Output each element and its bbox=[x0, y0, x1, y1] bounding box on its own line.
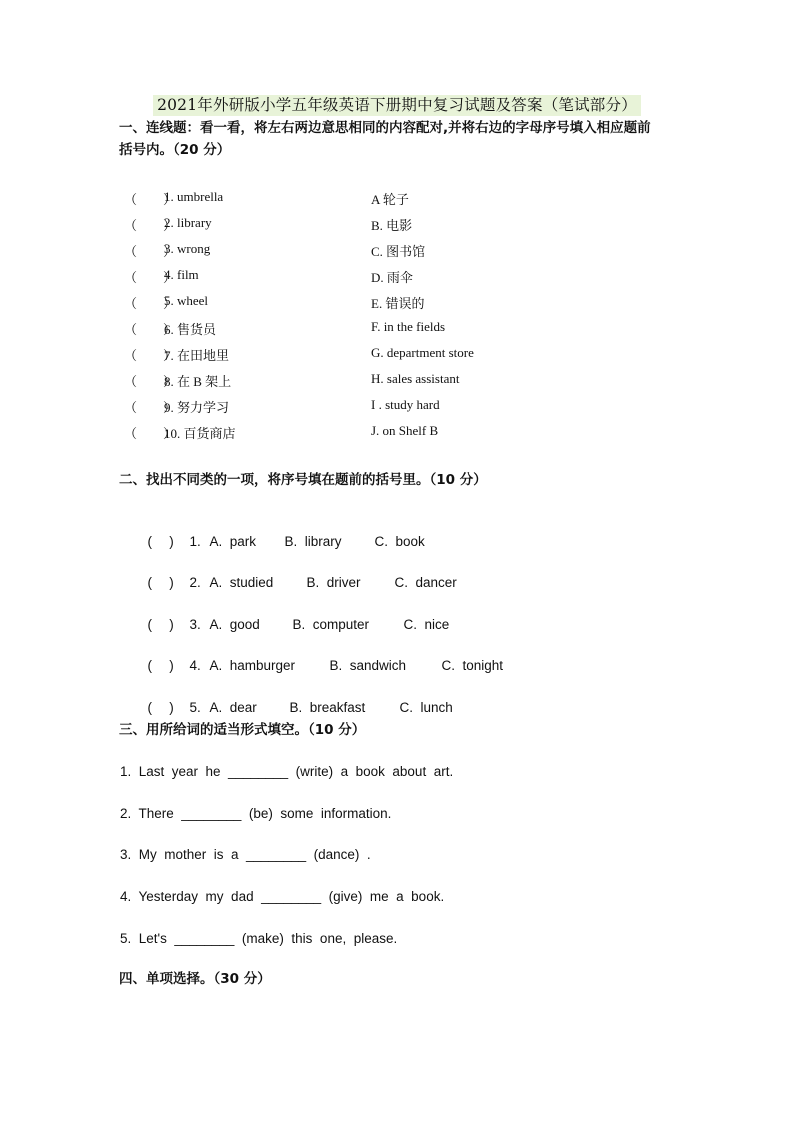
match-row: （ ） 1. umbrella A 轮子 bbox=[124, 189, 409, 207]
match-row: （ ） 8. 在 B 架上 H. sales assistant bbox=[124, 371, 460, 389]
match-row: （ ） 10. 百货商店 J. on Shelf B bbox=[124, 423, 439, 441]
section3-heading: 三、用所给词的适当形式填空。（10 分） bbox=[119, 722, 366, 738]
section4-heading: 四、单项选择。（30 分） bbox=[119, 971, 271, 987]
match-row: （ ） 9. 努力学习 I . study hard bbox=[124, 397, 440, 415]
match-row: （ ） 5. wheel E. 错误的 bbox=[124, 293, 425, 311]
fill-blank-row: 4. Yesterday my dad ________ (give) me a book. bbox=[120, 889, 445, 904]
choice-row: ( ) 3. A. good B. computer C. nice bbox=[147, 617, 450, 632]
choice-row: ( ) 2. A. studied B. driver C. dancer bbox=[147, 575, 457, 590]
match-row: （ ） 4. film D. 雨伞 bbox=[124, 267, 413, 285]
choice-row: ( ) 5. A. dear B. breakfast C. lunch bbox=[147, 700, 453, 715]
section2-heading: 二、找出不同类的一项，将序号填在题前的括号里。（10 分） bbox=[119, 472, 487, 488]
document-title: 2021年外研版小学五年级英语下册期中复习试题及答案（笔试部分） bbox=[0, 93, 794, 115]
match-row: （ ） 2. library B. 电影 bbox=[124, 215, 413, 233]
section1-heading: 一、连线题：看一看，将左右两边意思相同的内容配对,并将右边的字母序号填入相应题前 括号内。（20 分） bbox=[119, 120, 651, 158]
choice-row: ( ) 1. A. park B. library C. book bbox=[147, 534, 425, 549]
match-row: （ ） 7. 在田地里 G. department store bbox=[124, 345, 474, 363]
fill-blank-row: 3. My mother is a ________ (dance) . bbox=[120, 847, 371, 862]
fill-blank-row: 5. Let's ________ (make) this one, please. bbox=[120, 931, 398, 946]
match-row: （ ） 3. wrong C. 图书馆 bbox=[124, 241, 426, 259]
match-row: （ ） 6. 售货员 F. in the fields bbox=[124, 319, 446, 337]
fill-blank-row: 1. Last year he ________ (write) a book about art. bbox=[120, 764, 454, 779]
fill-blank-row: 2. There ________ (be) some information. bbox=[120, 806, 392, 821]
choice-row: ( ) 4. A. hamburger B. sandwich C. tonight bbox=[147, 658, 504, 673]
